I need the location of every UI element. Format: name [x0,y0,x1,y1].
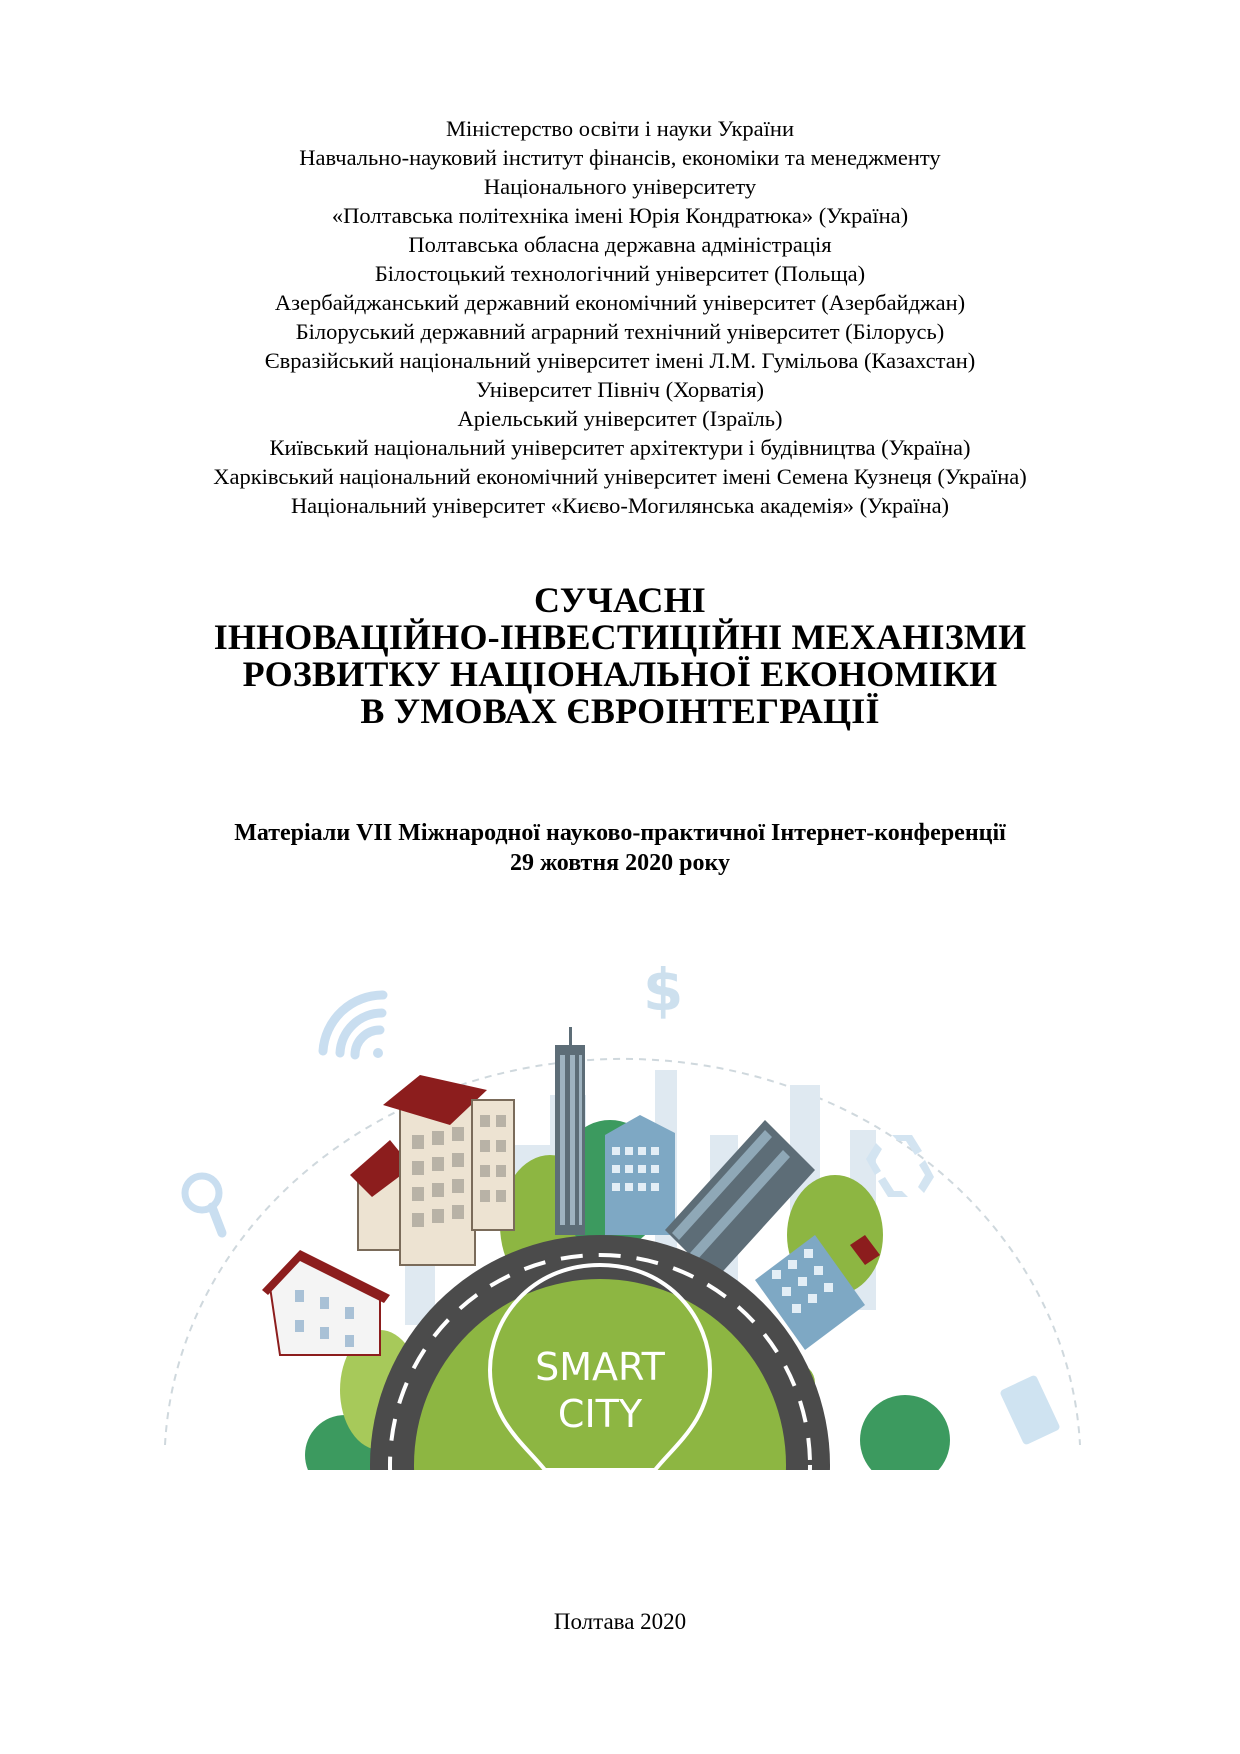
search-icon [185,1176,222,1233]
organizer-line: Навчально-науковий інститут фінансів, економіки та менеджменту [299,145,941,170]
organizer-line: Полтавська обласна державна адміністрація [408,232,832,257]
organizer-line: Азербайджанський державний економічний університет (Азербайджан) [274,290,966,315]
organizer-line: Аріельський університет (Ізраїль) [457,406,783,431]
organizers-list [0,114,1240,520]
place-year: Полтава 2020 [553,1609,687,1634]
conference-date: 29 жовтня 2020 року [509,850,730,876]
organizer-line: «Полтавська політехніка імені Юрія Кондратюка» (Україна) [331,203,909,228]
organizer-line: Харківський національний економічний університет імені Семена Кузнеця (Україна) [213,464,1027,489]
building-blue-office [605,1115,675,1235]
title-line: РОЗВИТКУ НАЦІОНАЛЬНОЇ ЕКОНОМІКИ [242,654,998,694]
dollar-icon [643,956,683,1024]
conference-subtitle [0,818,1240,878]
building-white-house [262,1250,390,1355]
bulb-text-city: CITY [557,1392,643,1436]
organizer-line: Білостоцький технологічний університет (Польща) [374,261,866,286]
conference-name: Матеріали VII Міжнародної науково-практичної Інтернет-конференції [234,820,1006,846]
organizer-line: Міністерство освіти і науки України [445,116,794,141]
svg-text:$: $ [643,956,684,1024]
building-beige-second [472,1100,514,1230]
organizer-line: Національний університет «Києво-Могилянська академія» (Україна) [290,493,950,518]
organizer-line: Національного університету [483,174,757,199]
organizer-line: Університет Північ (Хорватія) [475,377,765,402]
document-title [0,582,1240,730]
wifi-icon [323,995,383,1058]
smart-city-illustration [150,935,1095,1470]
bulb-text-smart: SMART [535,1345,665,1389]
organizer-line: Євразійський національний університет імені Л.М. Гумільова (Казахстан) [264,348,976,373]
title-line: В УМОВАХ ЄВРОІНТЕГРАЦІЇ [360,691,880,731]
recycle-icon [866,1135,934,1197]
document-icon [999,1374,1061,1445]
title-line: ІННОВАЦІЙНО-ІНВЕСТИЦІЙНІ МЕХАНІЗМИ [213,617,1027,657]
organizer-line: Київський національний університет архітектури і будівництва (Україна) [269,435,971,460]
building-glass-tower [555,1027,585,1235]
title-line: СУЧАСНІ [534,580,706,620]
organizer-line: Білоруський державний аграрний технічний університет (Білорусь) [295,319,945,344]
